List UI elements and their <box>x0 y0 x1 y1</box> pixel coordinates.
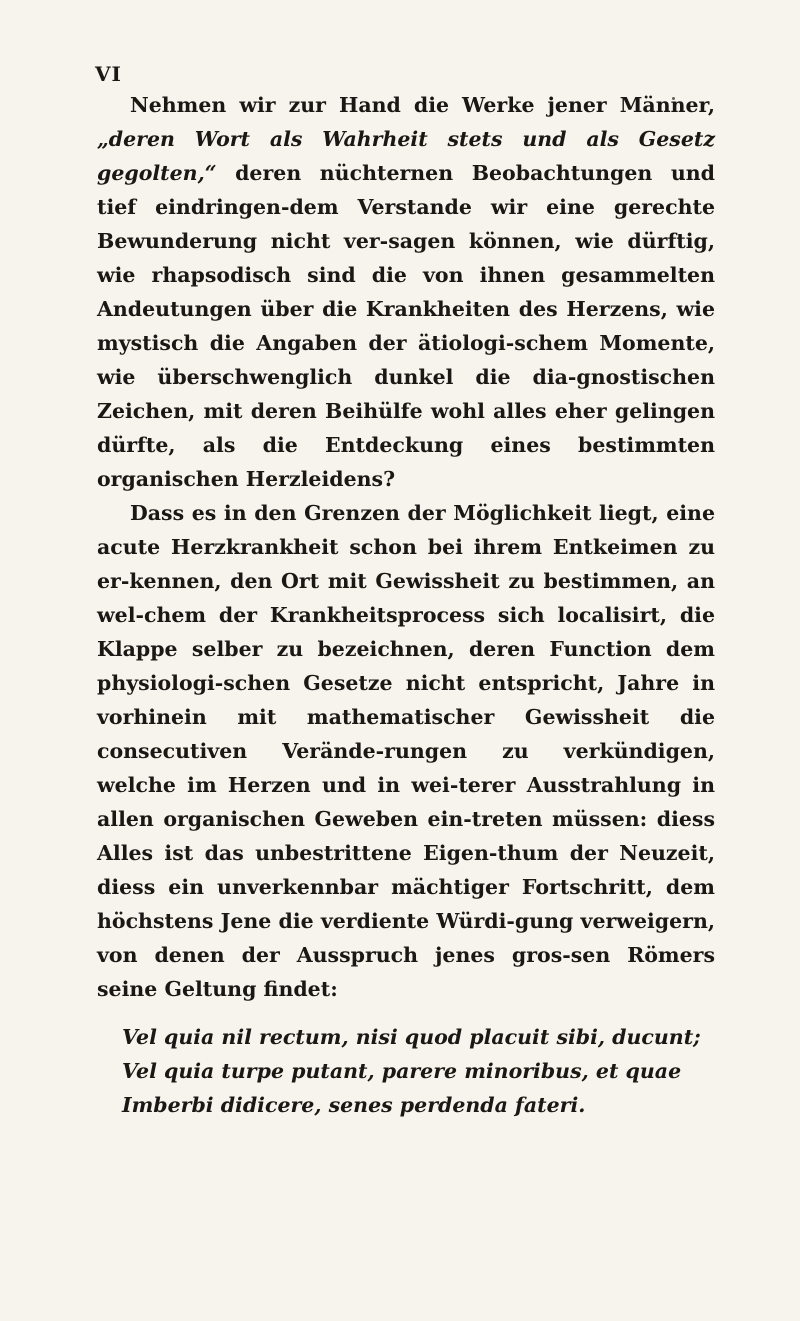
verse-line-1: Vel quia nil rectum, nisi quod placuit sibi, ducunt; <box>122 1025 701 1049</box>
body-text <box>97 88 715 1122</box>
paragraph-1 <box>97 88 715 496</box>
paragraph-1-quote: „deren Wort als Wahrheit stets und als Gesetz gegolten,“ <box>97 127 715 185</box>
paragraph-1-lead: Nehmen wir zur Hand die Werke jener Männer, <box>130 93 715 117</box>
paragraph-2: Dass es in den Grenzen der Möglichkeit liegt, eine acute Herzkrankheit schon bei ihrem Entkeimen zu er-kennen, den Ort mit Gewissheit zu bestimmen, an wel-chem der Krankheitsprocess sich localisirt, die Klappe selber zu bezeichnen, deren Function dem physiologi-schen Gesetze nicht entspricht, Jahre in vorhinein mit mathematischer Gewissheit die consecutiven Verände-rungen zu verkündigen, welche im Herzen und in wei-terer Ausstrahlung in allen organischen Geweben ein-treten müssen: diess Alles ist das unbestrittene Eigen-thum der Neuzeit, diess ein unverkennbar mächtiger Fortschritt, dem höchstens Jene die verdiente Würdi-gung verweigern, von denen der Ausspruch jenes gros-sen Römers seine Geltung findet: <box>97 501 715 1001</box>
latin-verse <box>97 1020 715 1122</box>
paragraph-1-rest: deren nüchternen Beobachtungen und tief eindringen-dem Verstande wir eine gerechte Bewunderung nicht ver-sagen können, wie dürftig, wie rhapsodisch sind die von ihnen gesammelten Andeutungen über die Krankheiten des Herzens, wie mystisch die Angaben der ätiologi-schem Momente, wie überschwenglich dunkel die dia-gnostischen Zeichen, mit deren Beihülfe wohl alles eher gelingen dürfte, als die Entdeckung eines bestimmten organischen Herzleidens? <box>97 161 715 491</box>
verse-line-2: Vel quia turpe putant, parere minoribus, et quae <box>122 1059 682 1083</box>
page-number: VI <box>95 62 122 86</box>
verse-line-3: Imberbi didicere, senes perdenda fateri. <box>122 1093 586 1117</box>
